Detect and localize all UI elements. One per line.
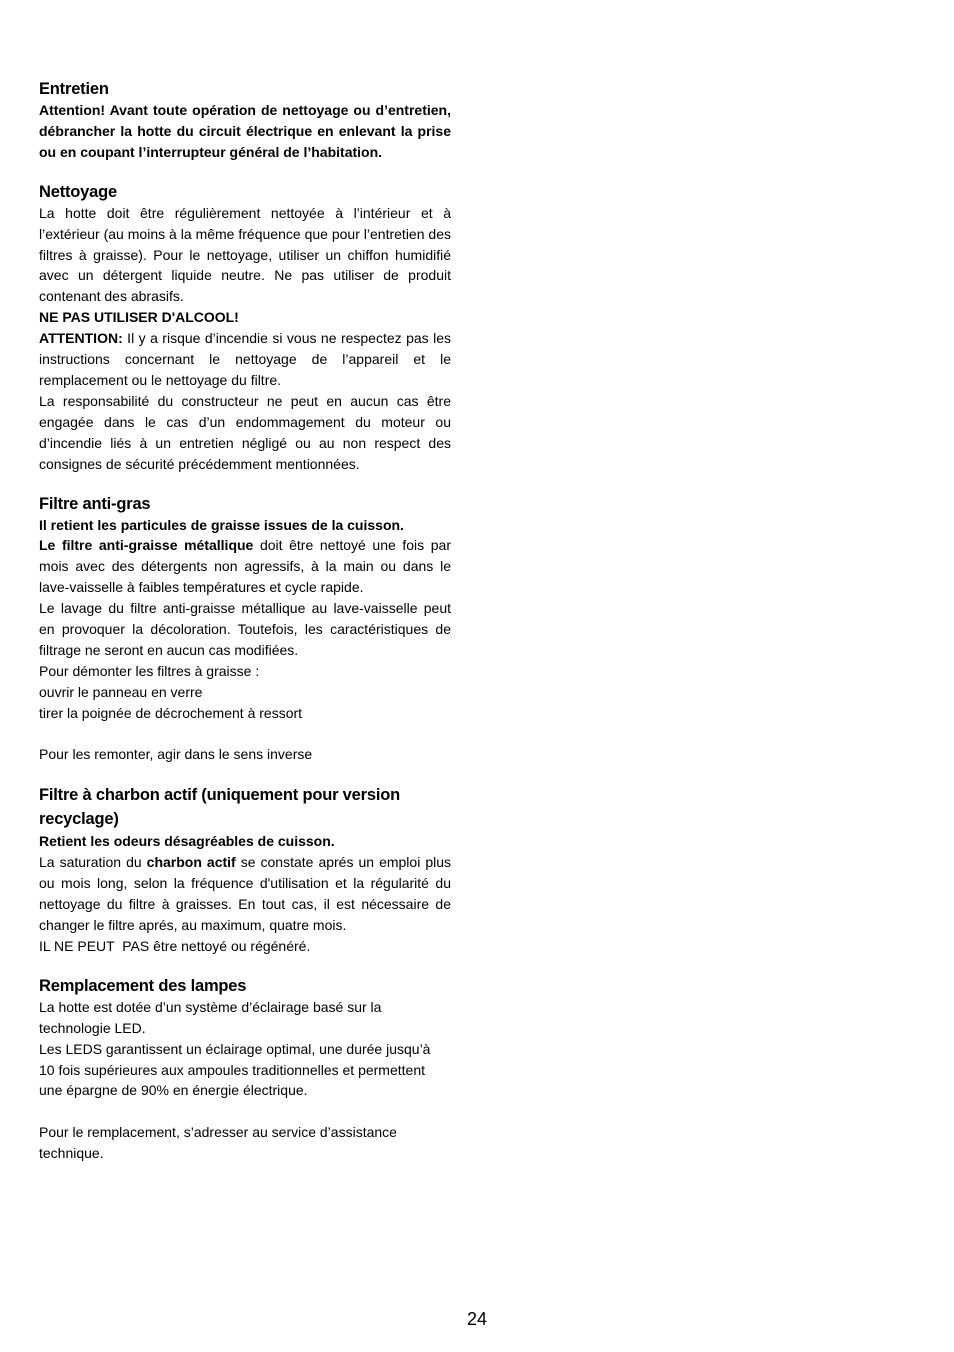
- paragraph: Pour démonter les filtres à graisse :: [39, 662, 260, 679]
- paragraph-rest: se constate aprés un emploi plus ou mois long, selon la fréquence d'utilisation et la régularité du nettoyage du filtre à graisses. En tout cas, il est nécessaire de changer le filtre aprés, au maximum, quatre mois.: [39, 854, 451, 933]
- section-title: Entretien: [39, 80, 109, 98]
- page-number: [0, 1309, 954, 1330]
- paragraph: Les LEDS garantissent un éclairage optimal, une durée jusqu’à 10 fois supérieures aux ampoules traditionnelles et permettent une épargne de 90% en énergie électrique.: [39, 1040, 431, 1099]
- page-number-text: 24: [466, 1309, 488, 1329]
- paragraph: [39, 535, 451, 598]
- section-entretien: [39, 78, 451, 163]
- paragraph: La hotte doit être régulièrement nettoyée à l’intérieur et à l’extérieur (au moins à la même fréquence que pour l’entretien des filtres à graisse). Pour le nettoyage, utiliser un chiffon humidifié avec un détergent liquide neutre. Ne pas utiliser de produit contenant des abrasifs.: [39, 204, 451, 305]
- warning-text: Attention! Avant toute opération de nettoyage ou d’entretien, débrancher la hotte du circuit électrique en enlevant la prise ou en coupant l’interrupteur général de l’habitation.: [39, 102, 451, 160]
- section-title: Nettoyage: [39, 182, 117, 201]
- section-title: Filtre à charbon actif (uniquement pour version recyclage): [39, 786, 400, 829]
- manual-page: [39, 78, 451, 1182]
- paragraph-start: La saturation du: [39, 854, 147, 871]
- blank-line: [39, 1101, 434, 1122]
- blank-line: [39, 724, 451, 745]
- section-filtre-charbon: [39, 783, 451, 956]
- section-subtitle: Retient les odeurs désagréables de cuisson.: [39, 833, 335, 850]
- paragraph: Le lavage du filtre anti-graisse métallique au lave-vaisselle peut en provoquer la décoloration. Toutefois, les caractéristiques de filtrage ne seront en aucun cas modifiées.: [39, 600, 451, 658]
- list-item: tirer la poignée de décrochement à ressort: [39, 704, 303, 721]
- no-alcohol-warning: NE PAS UTILISER D'ALCOOL!: [39, 309, 239, 326]
- section-lampes: [39, 975, 434, 1164]
- paragraph: La hotte est dotée d’un système d’éclairage basé sur la technologie LED.: [39, 998, 382, 1036]
- section-subtitle: Il retient les particules de graisse issues de la cuisson.: [39, 516, 404, 533]
- attention-label: ATTENTION:: [39, 330, 123, 347]
- list-item: ouvrir le panneau en verre: [39, 683, 203, 700]
- bold-phrase: charbon actif: [146, 854, 236, 871]
- section-filtre-anti-gras: [39, 493, 451, 766]
- bold-phrase: Le filtre anti-graisse métallique: [39, 537, 254, 554]
- paragraph: Pour le remplacement, s’adresser au service d’assistance technique.: [39, 1124, 397, 1162]
- paragraph: Pour les remonter, agir dans le sens inverse: [39, 746, 313, 763]
- paragraph: [39, 852, 451, 936]
- section-nettoyage: [39, 181, 451, 475]
- paragraph: IL NE PEUT PAS être nettoyé ou régénéré.: [39, 937, 311, 954]
- paragraph-rest: doit être nettoyé une fois par mois avec des détergents non agressifs, à la main ou dans le lave-vaisselle à faibles températures et cycle rapide.: [39, 537, 452, 596]
- section-title: Filtre anti-gras: [39, 494, 151, 513]
- section-title: Remplacement des lampes: [39, 976, 247, 995]
- paragraph: La responsabilité du constructeur ne peut en aucun cas être engagée dans le cas d’un endommagement du moteur ou d’incendie liés à un entretien négligé ou au non respect des consignes de sécurité précédemment mentionnées.: [39, 392, 451, 472]
- paragraph: [39, 328, 451, 391]
- attention-text: Il y a risque d’incendie si vous ne respectez pas les instructions concernant le nettoyage de l’appareil et le remplacement ou le nettoyage du filtre.: [39, 330, 451, 388]
